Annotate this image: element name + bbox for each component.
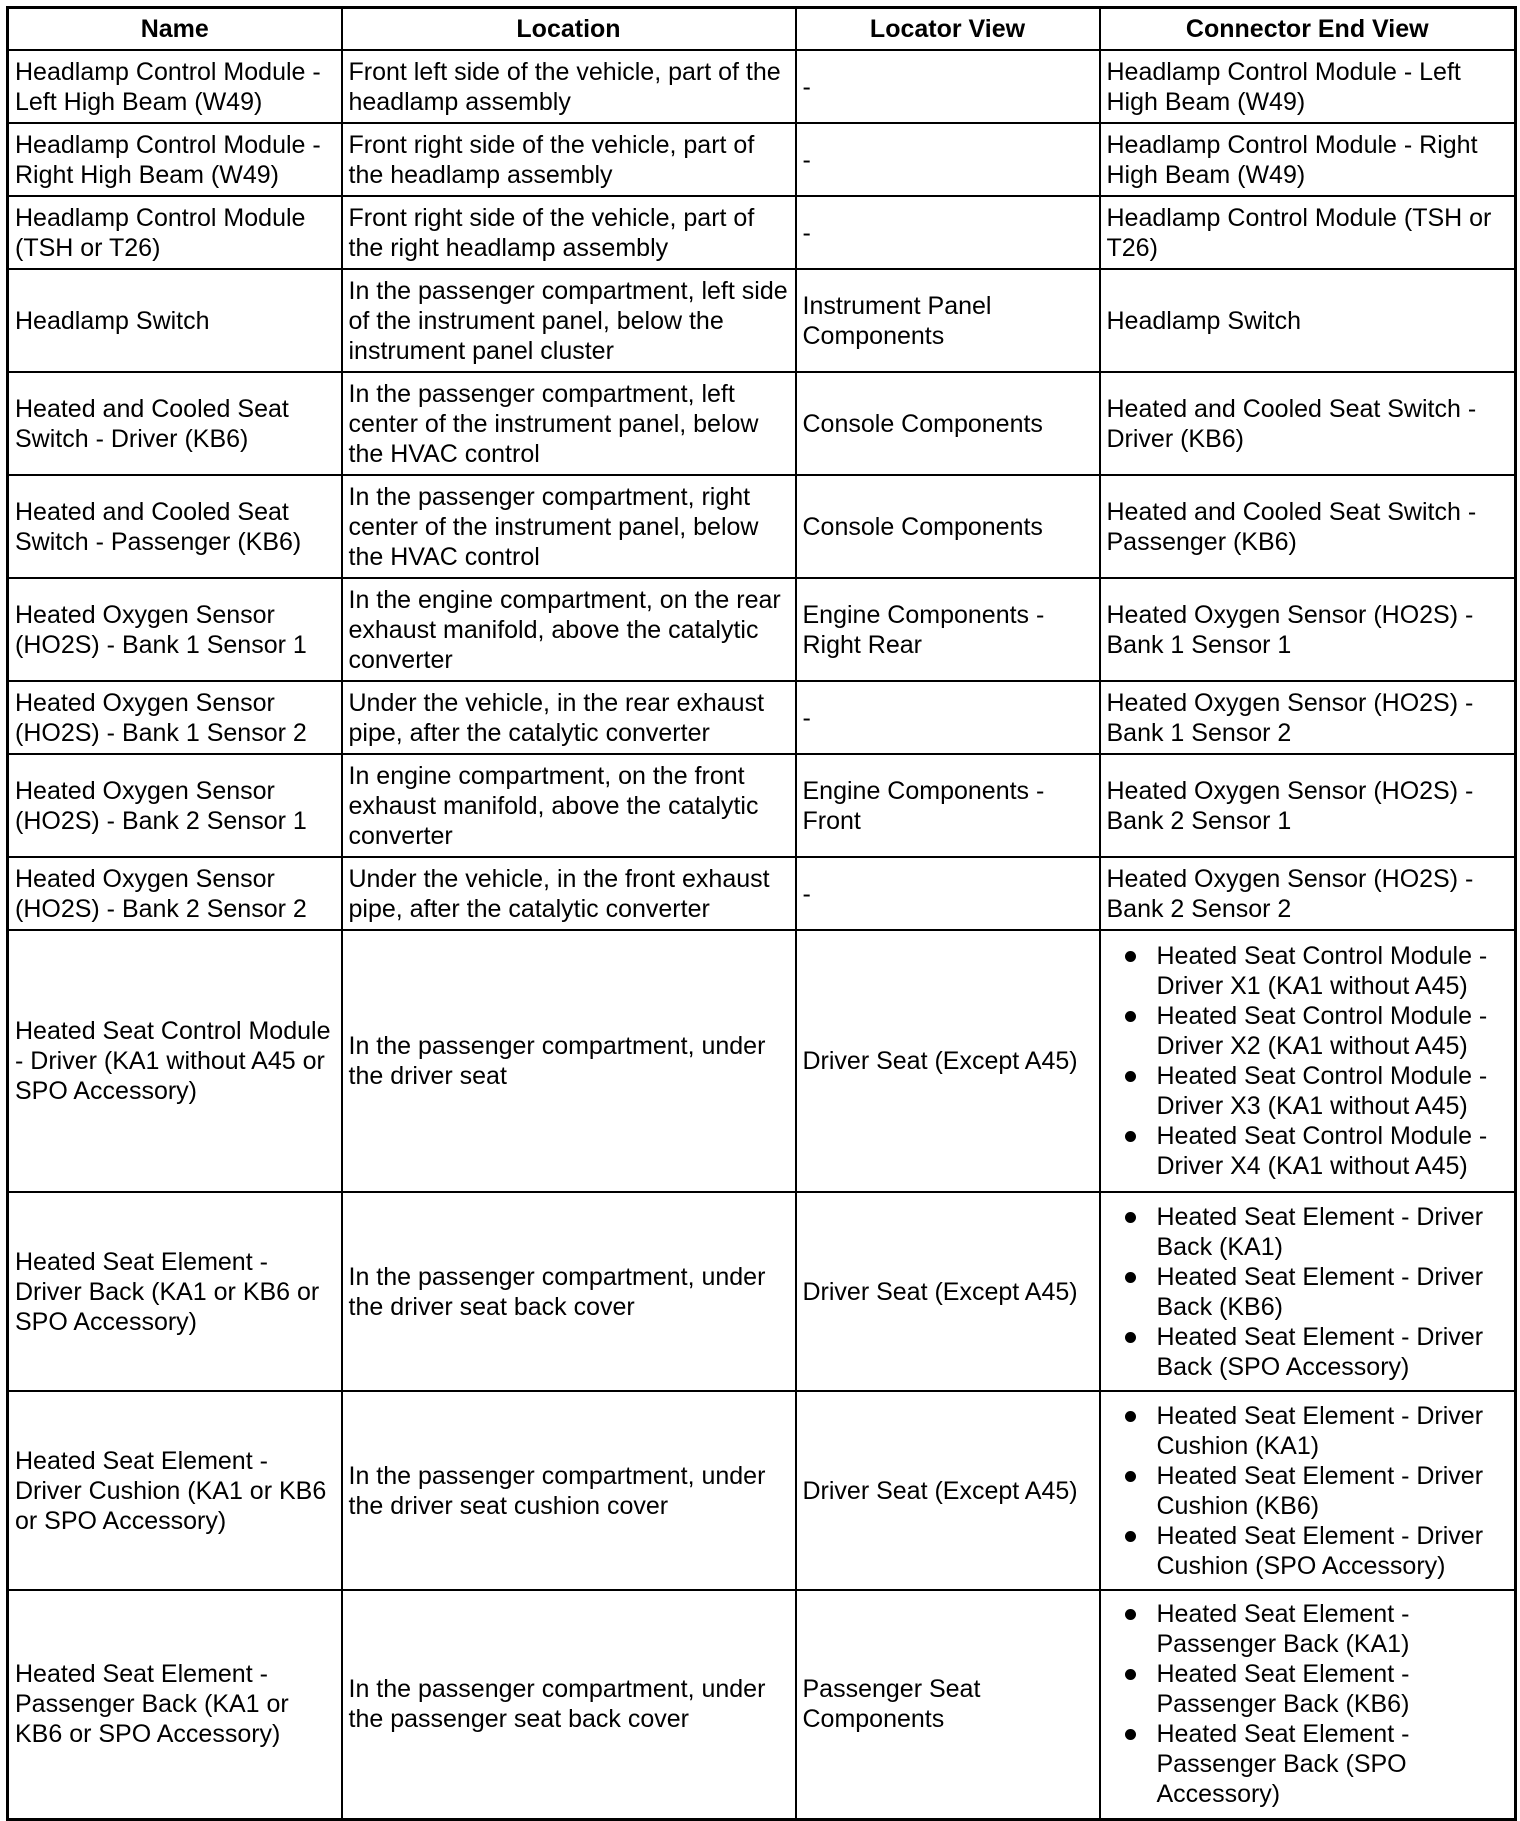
table-row [8, 681, 1516, 754]
cell-connector-end-view: Heated and Cooled Seat Switch - Passenger (KB6) [1100, 475, 1516, 578]
table-row [8, 930, 1516, 1192]
cell-connector-end-view [1100, 1590, 1516, 1819]
bullet-icon [1125, 1411, 1136, 1422]
table-row [8, 578, 1516, 681]
cell-locator-view: Engine Components - Right Rear [796, 578, 1100, 681]
cell-locator-view: Engine Components - Front [796, 754, 1100, 857]
cell-locator-view: Driver Seat (Except A45) [796, 1391, 1100, 1590]
cell-name: Heated Seat Control Module - Driver (KA1 without A45 or SPO Accessory) [8, 930, 342, 1192]
cell-connector-end-view: Headlamp Control Module (TSH or T26) [1100, 196, 1516, 269]
cell-locator-view: Driver Seat (Except A45) [796, 930, 1100, 1192]
connector-end-view-list [1107, 1202, 1509, 1382]
cell-location: In the passenger compartment, under the driver seat back cover [342, 1192, 796, 1391]
cell-connector-end-view [1100, 1192, 1516, 1391]
cell-location: In engine compartment, on the front exhaust manifold, above the catalytic converter [342, 754, 796, 857]
cell-connector-end-view: Headlamp Control Module - Left High Beam (W49) [1100, 50, 1516, 123]
bullet-icon [1125, 1131, 1136, 1142]
cell-location: In the passenger compartment, under the passenger seat back cover [342, 1590, 796, 1819]
cell-name: Heated and Cooled Seat Switch - Driver (KB6) [8, 372, 342, 475]
cell-locator-view: - [796, 196, 1100, 269]
bullet-icon [1125, 1272, 1136, 1283]
list-item [1107, 1521, 1509, 1581]
cell-location: In the passenger compartment, left center of the instrument panel, below the HVAC control [342, 372, 796, 475]
connector-end-view-list [1107, 941, 1509, 1181]
bullet-icon [1125, 1011, 1136, 1022]
cell-location: In the engine compartment, on the rear exhaust manifold, above the catalytic converter [342, 578, 796, 681]
cell-connector-end-view: Heated Oxygen Sensor (HO2S) - Bank 1 Sensor 2 [1100, 681, 1516, 754]
cell-connector-end-view: Heated Oxygen Sensor (HO2S) - Bank 1 Sensor 1 [1100, 578, 1516, 681]
table-row [8, 1391, 1516, 1590]
cell-connector-end-view [1100, 930, 1516, 1192]
cell-name: Headlamp Control Module - Right High Beam (W49) [8, 123, 342, 196]
cell-connector-end-view: Heated Oxygen Sensor (HO2S) - Bank 2 Sensor 1 [1100, 754, 1516, 857]
cell-name: Heated Seat Element - Driver Cushion (KA1 or KB6 or SPO Accessory) [8, 1391, 342, 1590]
list-item-text: Heated Seat Control Module - Driver X1 (KA1 without A45) [1156, 942, 1488, 1000]
connector-end-view-list [1107, 1599, 1509, 1809]
bullet-icon [1125, 1471, 1136, 1482]
cell-name: Heated Oxygen Sensor (HO2S) - Bank 1 Sensor 1 [8, 578, 342, 681]
bullet-icon [1125, 1212, 1136, 1223]
cell-locator-view: Instrument Panel Components [796, 269, 1100, 372]
bullet-icon [1125, 1071, 1136, 1082]
cell-locator-view: Console Components [796, 372, 1100, 475]
cell-locator-view: Driver Seat (Except A45) [796, 1192, 1100, 1391]
table-row [8, 1590, 1516, 1819]
bullet-icon [1125, 1669, 1136, 1680]
list-item [1107, 1659, 1509, 1719]
table-row [8, 857, 1516, 930]
list-item [1107, 1322, 1509, 1382]
cell-connector-end-view: Heated and Cooled Seat Switch - Driver (KB6) [1100, 372, 1516, 475]
list-item [1107, 941, 1509, 1001]
component-locator-table [6, 6, 1517, 1821]
list-item-text: Heated Seat Element - Driver Cushion (KB6) [1156, 1461, 1484, 1520]
cell-name: Headlamp Control Module (TSH or T26) [8, 196, 342, 269]
cell-location: Front left side of the vehicle, part of the headlamp assembly [342, 50, 796, 123]
bullet-icon [1125, 1729, 1136, 1740]
cell-location: Front right side of the vehicle, part of the headlamp assembly [342, 123, 796, 196]
cell-locator-view: - [796, 681, 1100, 754]
list-item [1107, 1401, 1509, 1461]
list-item [1107, 1121, 1509, 1181]
bullet-icon [1125, 1609, 1136, 1620]
cell-locator-view: Passenger Seat Components [796, 1590, 1100, 1819]
table-row [8, 50, 1516, 123]
list-item-text: Heated Seat Control Module - Driver X3 (KA1 without A45) [1156, 1062, 1488, 1120]
list-item [1107, 1599, 1509, 1659]
cell-location: Front right side of the vehicle, part of the right headlamp assembly [342, 196, 796, 269]
list-item [1107, 1461, 1509, 1521]
header-locator-view: Locator View [796, 8, 1100, 51]
list-item [1107, 1001, 1509, 1061]
bullet-icon [1125, 1332, 1136, 1343]
table-row [8, 196, 1516, 269]
table-row [8, 754, 1516, 857]
cell-name: Heated and Cooled Seat Switch - Passenger (KB6) [8, 475, 342, 578]
cell-name: Heated Oxygen Sensor (HO2S) - Bank 2 Sensor 1 [8, 754, 342, 857]
cell-name: Heated Seat Element - Passenger Back (KA1 or KB6 or SPO Accessory) [8, 1590, 342, 1819]
cell-name: Heated Oxygen Sensor (HO2S) - Bank 1 Sensor 2 [8, 681, 342, 754]
cell-locator-view: - [796, 50, 1100, 123]
list-item [1107, 1262, 1509, 1322]
list-item-text: Heated Seat Control Module - Driver X4 (KA1 without A45) [1156, 1122, 1488, 1180]
header-location: Location [342, 8, 796, 51]
cell-location: In the passenger compartment, under the driver seat [342, 930, 796, 1192]
bullet-icon [1125, 1531, 1136, 1542]
table-row [8, 372, 1516, 475]
bullet-icon [1125, 951, 1136, 962]
cell-locator-view: Console Components [796, 475, 1100, 578]
table-row [8, 123, 1516, 196]
cell-connector-end-view: Headlamp Switch [1100, 269, 1516, 372]
list-item-text: Heated Seat Control Module - Driver X2 (KA1 without A45) [1156, 1002, 1488, 1060]
list-item-text: Heated Seat Element - Driver Back (SPO Accessory) [1156, 1322, 1484, 1381]
table-row [8, 475, 1516, 578]
list-item [1107, 1202, 1509, 1262]
cell-connector-end-view: Headlamp Control Module - Right High Beam (W49) [1100, 123, 1516, 196]
list-item-text: Heated Seat Element - Passenger Back (KB6) [1156, 1660, 1410, 1719]
cell-location: In the passenger compartment, left side of the instrument panel, below the instrument panel cluster [342, 269, 796, 372]
cell-name: Heated Oxygen Sensor (HO2S) - Bank 2 Sensor 2 [8, 857, 342, 930]
header-name: Name [8, 8, 342, 51]
list-item-text: Heated Seat Element - Driver Cushion (KA1) [1156, 1401, 1484, 1460]
cell-connector-end-view: Heated Oxygen Sensor (HO2S) - Bank 2 Sensor 2 [1100, 857, 1516, 930]
header-row [8, 8, 1516, 51]
list-item-text: Heated Seat Element - Passenger Back (KA1) [1156, 1600, 1410, 1659]
cell-connector-end-view [1100, 1391, 1516, 1590]
header-connector-end-view: Connector End View [1100, 8, 1516, 51]
cell-name: Heated Seat Element - Driver Back (KA1 or KB6 or SPO Accessory) [8, 1192, 342, 1391]
connector-end-view-list [1107, 1401, 1509, 1581]
cell-location: Under the vehicle, in the front exhaust pipe, after the catalytic converter [342, 857, 796, 930]
list-item [1107, 1061, 1509, 1121]
cell-location: Under the vehicle, in the rear exhaust pipe, after the catalytic converter [342, 681, 796, 754]
list-item-text: Heated Seat Element - Driver Back (KA1) [1156, 1202, 1484, 1261]
cell-location: In the passenger compartment, under the driver seat cushion cover [342, 1391, 796, 1590]
list-item [1107, 1719, 1509, 1809]
cell-location: In the passenger compartment, right center of the instrument panel, below the HVAC control [342, 475, 796, 578]
cell-name: Headlamp Control Module - Left High Beam (W49) [8, 50, 342, 123]
cell-locator-view: - [796, 857, 1100, 930]
cell-locator-view: - [796, 123, 1100, 196]
cell-name: Headlamp Switch [8, 269, 342, 372]
table-row [8, 269, 1516, 372]
table-row [8, 1192, 1516, 1391]
list-item-text: Heated Seat Element - Passenger Back (SPO Accessory) [1156, 1720, 1410, 1809]
list-item-text: Heated Seat Element - Driver Cushion (SPO Accessory) [1156, 1521, 1484, 1580]
list-item-text: Heated Seat Element - Driver Back (KB6) [1156, 1262, 1484, 1321]
